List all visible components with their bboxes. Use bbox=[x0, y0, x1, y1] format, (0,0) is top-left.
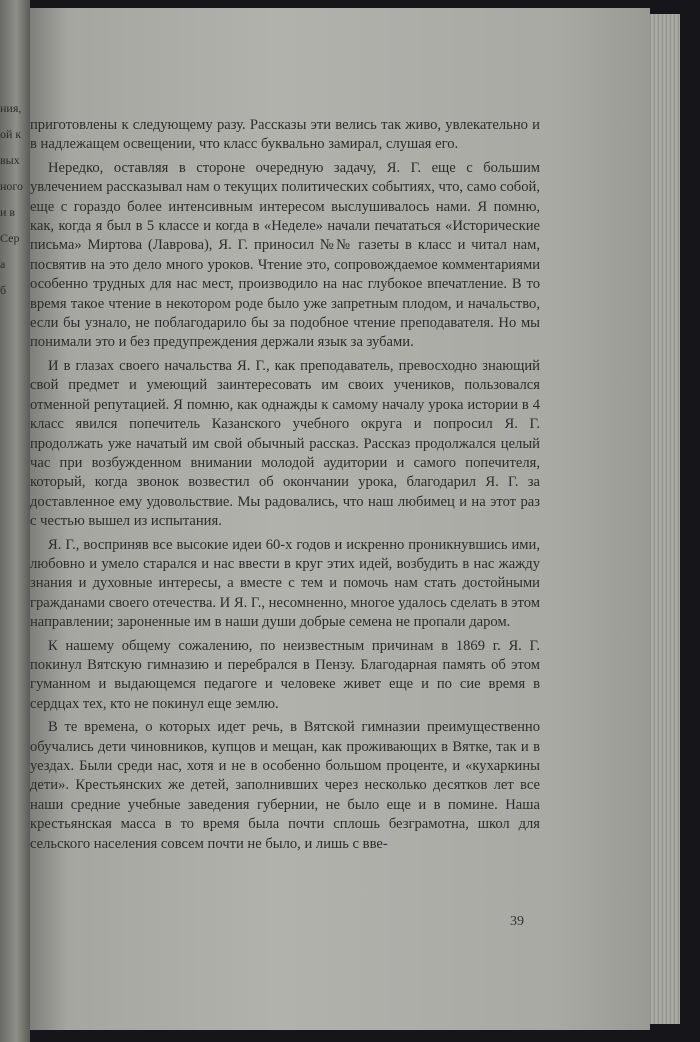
paragraph: И в глазах своего начальства Я. Г., как преподаватель, превосходно знающий свой предмет и умеющий заинтересовать им своих учеников, пользовался отменной репутацией. Я помню, как однажды к самому началу урока истории в 4 класс явился попечитель Казанского учебного округа и попросил Я. Г. продолжать уже начатый им свой обычный рассказ. Рассказ продолжался целый час при возбужденном внимании молодой аудитории и самого попечителя, который, когда звонок возвестил об окончании урока, благодарил Я. Г. за доставленное ему удовольствие. Мы радовались, что наш любимец и на этот раз с честью вышел из испытания. bbox=[30, 357, 540, 530]
paragraph: приготовлены к следующему разу. Рассказы эти велись так живо, увлекательно и в надлежащем освещении, что класс буквально замирал, слушая его. bbox=[30, 117, 540, 153]
fragment: вых bbox=[0, 153, 20, 167]
paragraph: К нашему общему сожалению, по неизвестным причинам в 1869 г. Я. Г. покинул Вятскую гимназию и перебрался в Пензу. Благодарная память об этом гуманном и выдающемся педагоге и человеке живет еще и по сие время в сердцах тех, кто не покинул еще землю. bbox=[30, 637, 540, 712]
paragraph: Я. Г., восприняв все высокие идеи 60-х годов и искренно проникнувшись ими, любовно и умело старался и нас ввести в круг этих идей, возбудить в нас жажду знания и духовные интересы, а вместе с тем и помочь нам стать достойными гражданами своего отечества. И Я. Г., несомненно, многое удалось сделать в этом направлении; зароненные им в наши души добрые семена не пропали даром. bbox=[30, 536, 540, 631]
book-page bbox=[30, 8, 650, 1030]
facing-page-text bbox=[0, 95, 30, 655]
fragment: а bbox=[0, 257, 6, 271]
fragment: ния, bbox=[0, 101, 22, 115]
facing-page-edge bbox=[0, 0, 30, 1042]
paragraph: Нередко, оставляя в стороне очередную задачу, Я. Г. еще с большим увлечением рассказывал нам о текущих политических событиях, что, само собой, еще с гораздо более интенсивным интересом выслушивалось нами. Я помню, как, когда я был в 5 классе и когда в «Неделе» начали печататься «Исторические письма» Миртова (Лаврова), Я. Г. приносил №№ газеты в класс и читал нам, посвятив на это дело много уроков. Чтение это, сопровождаемое комментариями особенно трудных для нас мест, производило на нас глубокое впечатление. В то время такое чтение в некотором роде было уже запретным плодом, и начальство, если бы узнало, не поблагодарило бы за подобное чтение преподавателя. Но мы понимали это и без предупреждения держали язык за зубами. bbox=[30, 159, 540, 351]
fragment: ного bbox=[0, 179, 24, 193]
paragraph: В те времена, о которых идет речь, в Вятской гимназии преимущественно обучались дети чиновников, купцов и мещан, как проживающих в Вятке, так и в уездах. Были среди нас, хотя и не в особенно большом проценте, и «кухаркины дети». Крестьянских же детей, заполнивших через несколько десятков лет все наши средние учебные заведения губернии, не было еще и в помине. Наша крестьянская масса в то время была почти сплошь безграмотна, школ для сельского населения совсем почти не было, и лишь с вве- bbox=[30, 719, 540, 852]
page-stack-edge bbox=[650, 14, 680, 1024]
fragment: и в bbox=[0, 205, 16, 219]
page-number: 39 bbox=[510, 914, 524, 929]
fragment: б bbox=[0, 283, 7, 297]
fragment: Сер bbox=[0, 231, 20, 245]
fragment: ой к bbox=[0, 127, 22, 141]
body-text bbox=[30, 116, 540, 858]
